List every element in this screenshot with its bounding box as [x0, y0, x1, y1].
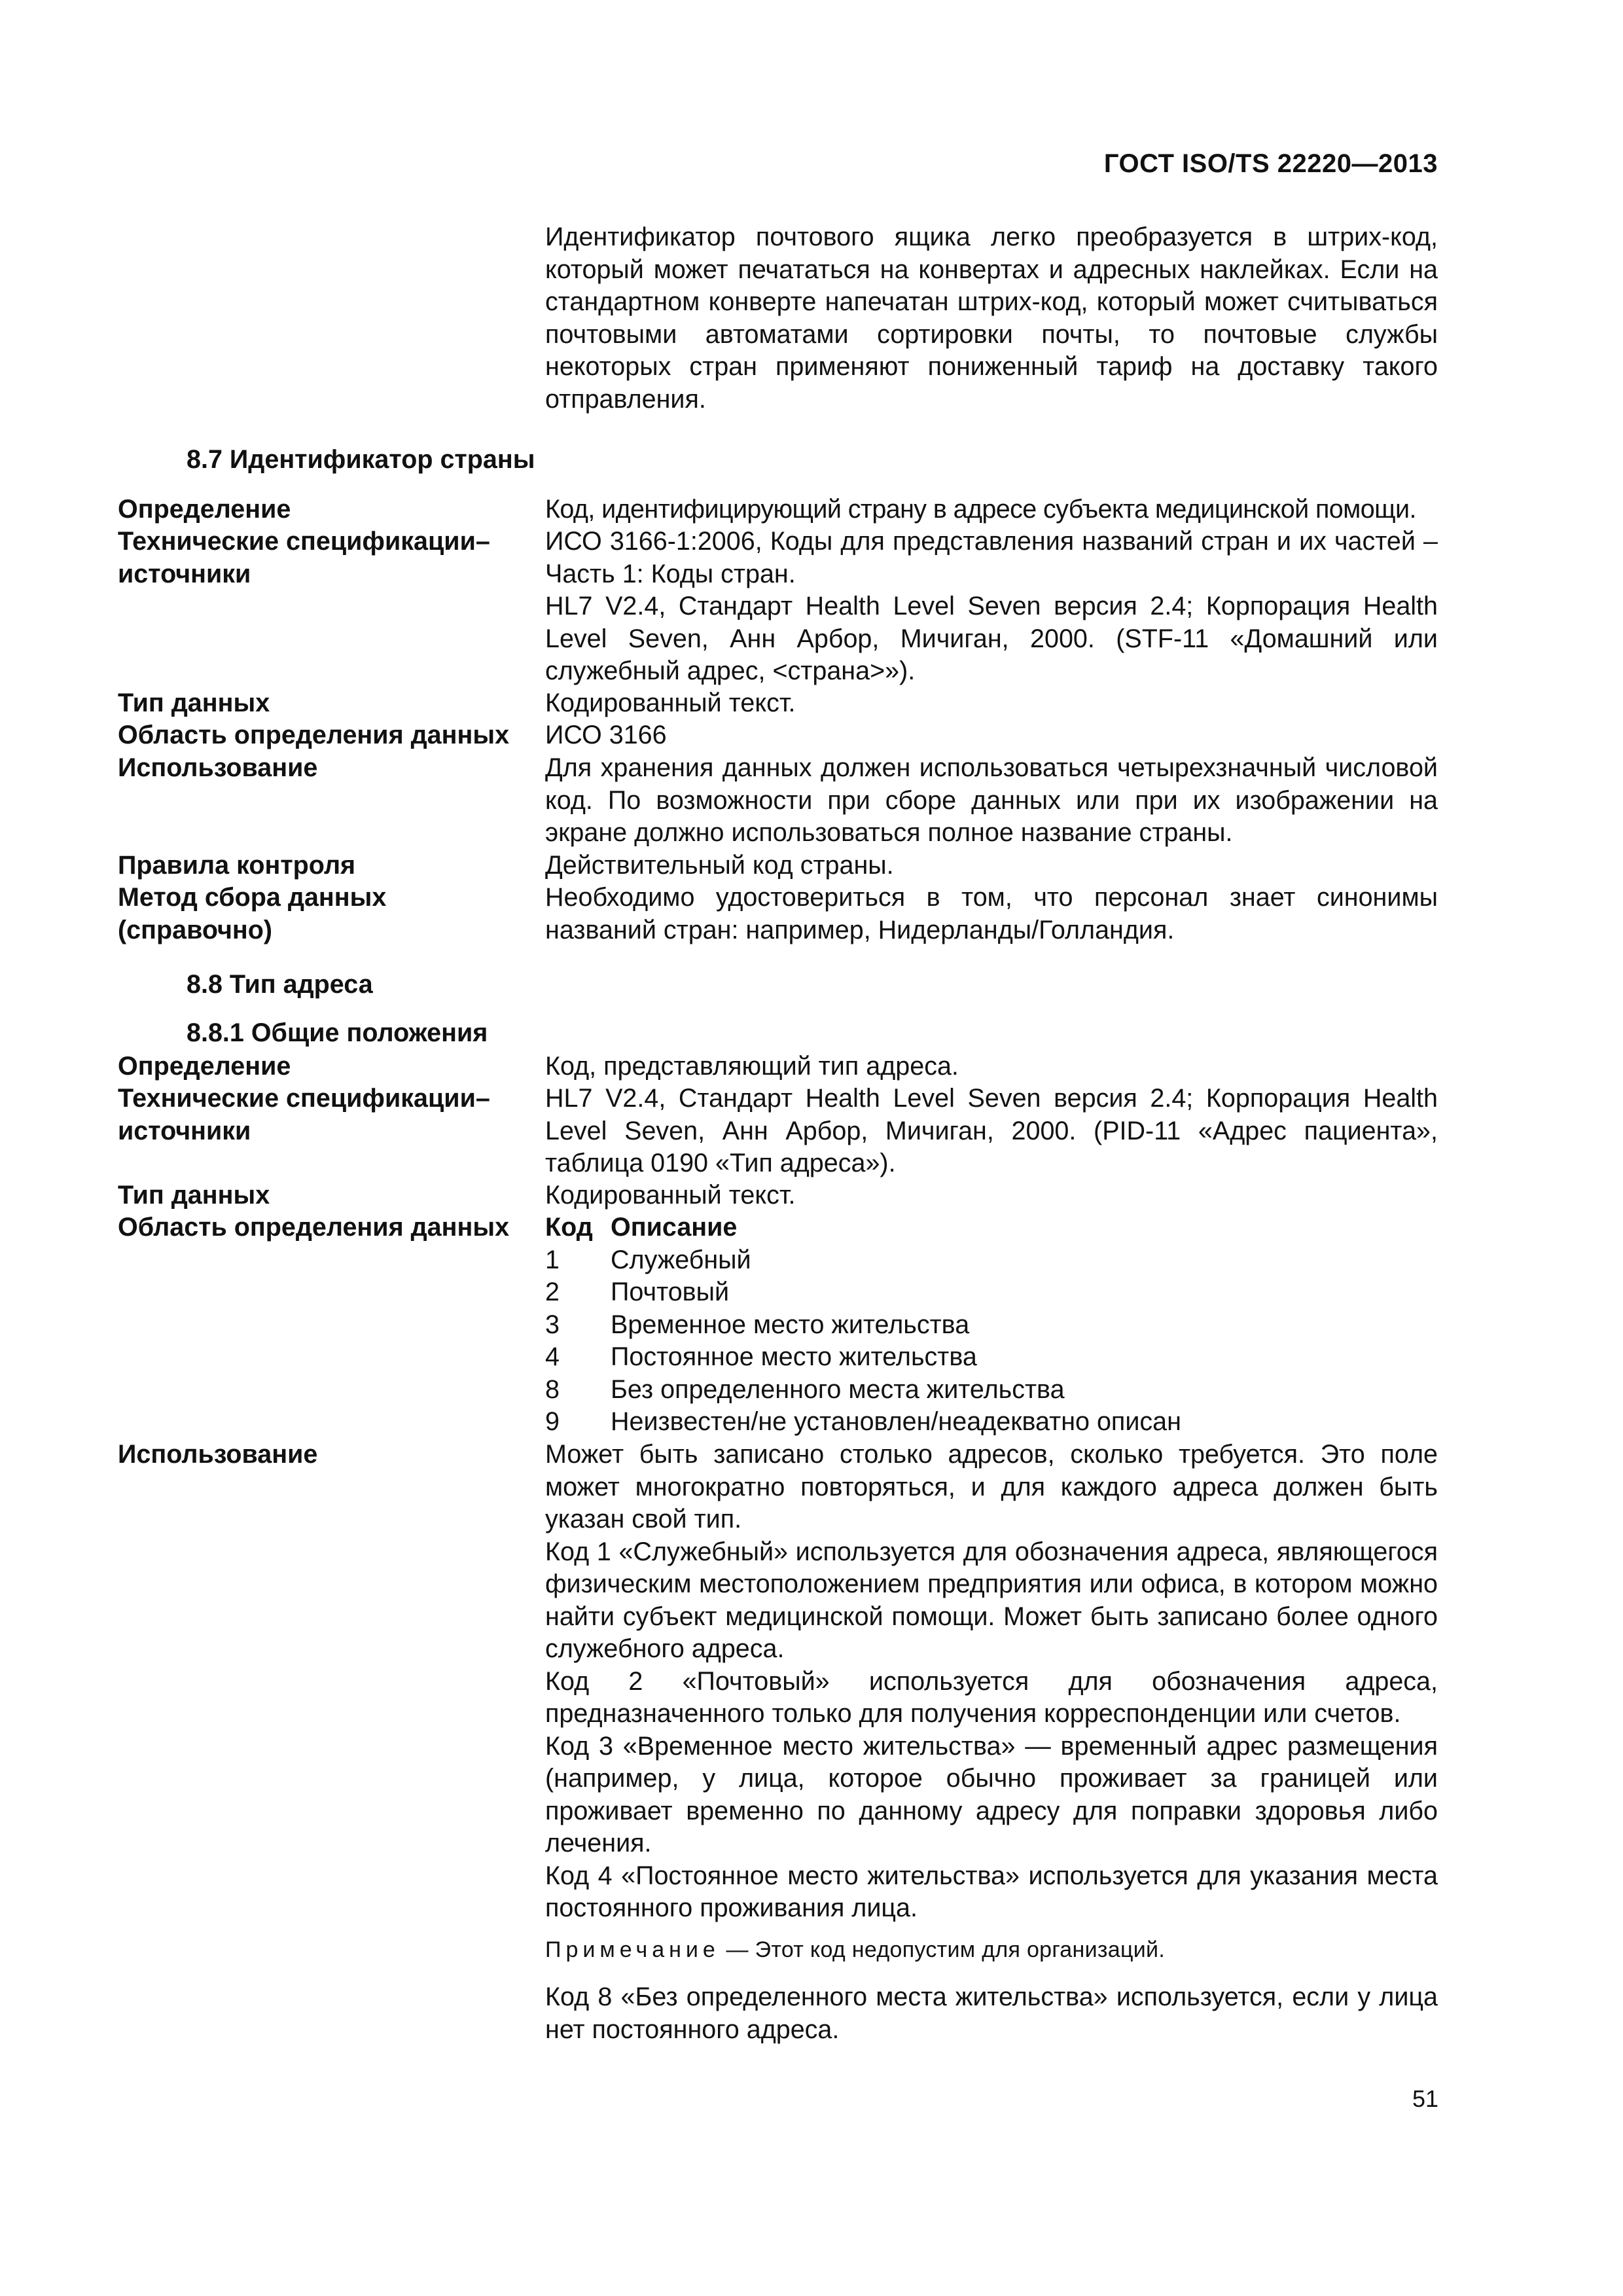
code-value: 8: [545, 1374, 560, 1404]
value-tech-spec-hl7: HL7 V2.4, Стандарт Health Level Seven версия 2.4; Корпорация Health Level Seven, Анн Арбор, Мичиган, 2000. (STF-11 «Домашний или служебный адрес, <страна>»).: [545, 592, 1438, 685]
page-header: ГОСТ ISO/TS 22220—2013: [1103, 149, 1438, 178]
label-data-type-8-8: Тип данных: [118, 1181, 270, 1210]
usage-paragraph: Код 1 «Служебный» используется для обозначения адреса, являющегося физическим местоположением предприятия или офиса, в котором можно найти субъект медицинской помощи. Может быть записано более одного служебного адреса.: [545, 1537, 1438, 1663]
code-description: Служебный: [611, 1245, 751, 1274]
label-data-domain: Область определения данных: [118, 721, 510, 749]
value-definition: Код, идентифицирующий страну в адресе субъекта медицинской помощи.: [545, 495, 1416, 524]
page-number: 51: [1412, 2085, 1438, 2112]
section-title-8-7: 8.7 Идентификатор страны: [187, 445, 535, 474]
label-tech-spec: [118, 526, 537, 590]
label-validation-rules: Правила контроля: [118, 851, 356, 880]
usage-paragraph: Код 2 «Почтовый» используется для обозначения адреса, предназначенного только для получения корреспонденции или счетов.: [545, 1666, 1438, 1728]
code-row: [545, 1276, 1181, 1309]
note-text: — Этот код недопустим для организаций.: [719, 1937, 1166, 1962]
label-tech-spec-8-8-line2: источники: [118, 1116, 251, 1145]
value-data-type-8-8: Кодированный текст.: [545, 1181, 796, 1210]
label-tech-spec-line1: Технические спецификации–: [118, 527, 490, 556]
value-definition-8-8: Код, представляющий тип адреса.: [545, 1052, 959, 1081]
usage-paragraph-code-8: Код 8 «Без определенного места жительства» используется, если у лица нет постоянного адреса.: [545, 1982, 1438, 2044]
code-value: 9: [545, 1407, 560, 1436]
value-usage: Для хранения данных должен использоваться четырехзначный числовой код. По возможности при сборе данных или при их изображении на экране должно использоваться полное название страны.: [545, 753, 1438, 847]
label-tech-spec-8-8: [118, 1083, 537, 1147]
section-title-8-8: 8.8 Тип адреса: [187, 970, 373, 999]
label-collection-method-line1: Метод сбора данных: [118, 883, 387, 912]
usage-paragraph: Код 4 «Постоянное место жительства» используется для указания места постоянного проживания лица.: [545, 1861, 1438, 1922]
code-value: 4: [545, 1342, 560, 1371]
value-validation-rules: Действительный код страны.: [545, 851, 894, 880]
value-tech-spec-iso: ИСО 3166-1:2006, Коды для представления названий стран и их частей – Часть 1: Коды стран.: [545, 527, 1438, 588]
code-description: Почтовый: [611, 1278, 730, 1306]
label-data-domain-8-8: Область определения данных: [118, 1213, 510, 1242]
label-collection-method-line2: (справочно): [118, 915, 273, 944]
code-value: 3: [545, 1310, 560, 1339]
code-value: 1: [545, 1245, 560, 1274]
code-row: [545, 1374, 1181, 1407]
value-data-type: Кодированный текст.: [545, 689, 796, 717]
note: [545, 1937, 1438, 1963]
code-table-header: [545, 1211, 1181, 1244]
label-usage: Использование: [118, 753, 318, 782]
value-data-domain: ИСО 3166: [545, 721, 667, 749]
description-column-header: Описание: [611, 1213, 738, 1242]
label-usage-8-8: Использование: [118, 1440, 318, 1469]
code-row: [545, 1341, 1181, 1374]
intro-paragraph: Идентификатор почтового ящика легко преобразуется в штрих-код, который может печататься на конвертах и адресных наклейках. Если на стандартном конверте напечатан штрих-код, который может считываться почтовыми автоматами сортировки почты, то почтовые службы некоторых стран применяют пониженный тариф на доставку такого отправления.: [545, 223, 1438, 414]
label-tech-spec-8-8-line1: Технические спецификации–: [118, 1084, 490, 1113]
code-row: [545, 1244, 1181, 1277]
code-row: [545, 1406, 1181, 1439]
usage-paragraph: Может быть записано столько адресов, сколько требуется. Это поле может многократно повторяться, и для каждого адреса должен быть указан свой тип.: [545, 1440, 1438, 1534]
value-tech-spec-8-8: HL7 V2.4, Стандарт Health Level Seven версия 2.4; Корпорация Health Level Seven, Анн Арбор, Мичиган, 2000. (PID-11 «Адрес пациента», таблица 0190 «Тип адреса»).: [545, 1084, 1438, 1177]
code-column-header: Код: [545, 1213, 593, 1242]
code-description: Временное место жительства: [611, 1310, 970, 1339]
label-definition: Определение: [118, 495, 291, 524]
label-data-type: Тип данных: [118, 689, 270, 717]
code-description: Неизвестен/не установлен/неадекватно описан: [611, 1407, 1181, 1436]
code-table: [545, 1211, 1181, 1439]
note-label: Примечание: [545, 1937, 720, 1962]
code-value: 2: [545, 1278, 560, 1306]
label-definition-8-8: Определение: [118, 1052, 291, 1081]
label-tech-spec-line2: источники: [118, 559, 251, 588]
label-collection-method: [118, 882, 537, 946]
subsection-title-8-8-1: 8.8.1 Общие положения: [187, 1018, 488, 1047]
code-description: Без определенного места жительства: [611, 1374, 1065, 1404]
usage-block-8-8: [545, 1439, 1438, 1925]
usage-paragraph: Код 3 «Временное место жительства» — временный адрес размещения (например, у лица, которое обычно проживает за границей или проживает временно по данному адресу для поправки здоровья либо лечения.: [545, 1731, 1438, 1857]
value-collection-method: Необходимо удостовериться в том, что персонал знает синонимы названий стран: например, Нидерланды/Голландия.: [545, 883, 1438, 944]
code-row: [545, 1309, 1181, 1342]
code-description: Постоянное место жительства: [611, 1342, 977, 1371]
